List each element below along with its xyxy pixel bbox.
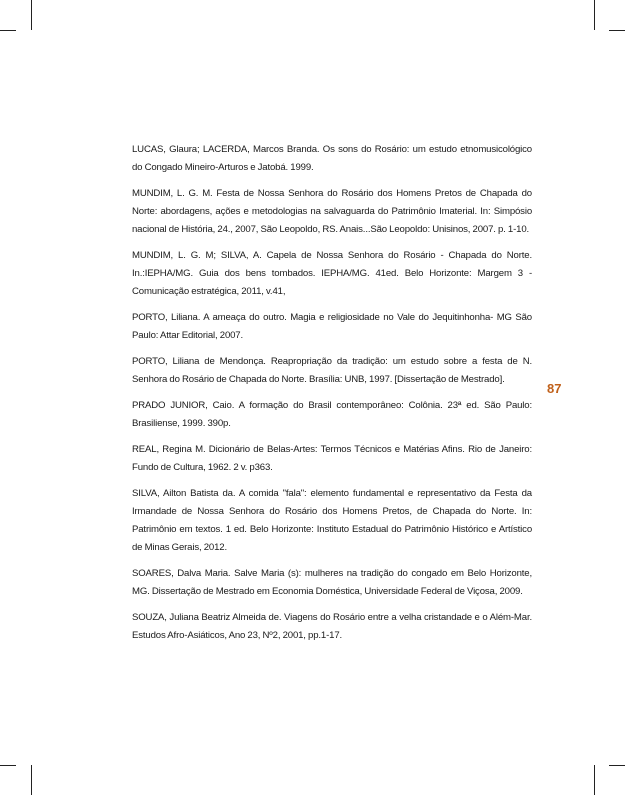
reference-entry: PORTO, Liliana. A ameaça do outro. Magia e religiosidade no Vale do Jequitinhonha- MG São Paulo: Attar Editorial, 2007. bbox=[132, 312, 532, 341]
crop-mark bbox=[31, 0, 32, 30]
reference-entry: PORTO, Liliana de Mendonça. Reapropriação da tradição: um estudo sobre a festa de N. Senhora do Rosário de Chapada do Norte. Brasília: UNB, 1997. [Dissertação de Mestrado]. bbox=[132, 356, 532, 385]
reference-entry: REAL, Regina M. Dicionário de Belas-Artes: Termos Técnicos e Matérias Afins. Rio de Janeiro: Fundo de Cultura, 1962. 2 v. p363. bbox=[132, 444, 532, 473]
reference-entry: SILVA, Ailton Batista da. A comida "fala": elemento fundamental e representativo da Festa da Irmandade de Nossa Senhora do Rosário dos Homens Pretos, de Chapada do Norte. In: Patrimônio em textos. 1 ed. Belo Horizonte: Instituto Estadual do Patrimônio Histórico e Artístico de Minas Gerais, 2012. bbox=[132, 488, 532, 553]
crop-mark bbox=[594, 0, 595, 30]
reference-entry: SOARES, Dalva Maria. Salve Maria (s): mulheres na tradição do congado em Belo Horizonte, MG. Dissertação de Mestrado em Economia Doméstica, Universidade Federal de Viçosa, 2009. bbox=[132, 568, 532, 597]
reference-list bbox=[132, 141, 532, 653]
reference-entry: MUNDIM, L. G. M. Festa de Nossa Senhora do Rosário dos Homens Pretos de Chapada do Norte: abordagens, ações e metodologias na salvaguarda do Patrimônio Imaterial. In: Simpósio nacional de História, 24., 2007, São Leopoldo, RS. Anais...São Leopoldo: Unisinos, 2007. p. 1-10. bbox=[132, 188, 532, 235]
crop-mark bbox=[594, 765, 595, 795]
crop-mark bbox=[609, 30, 625, 31]
reference-entry: LUCAS, Glaura; LACERDA, Marcos Branda. Os sons do Rosário: um estudo etnomusicológico do Congado Mineiro-Arturos e Jatobá. 1999. bbox=[132, 144, 532, 173]
page-number: 87 bbox=[547, 381, 562, 396]
crop-mark bbox=[0, 30, 16, 31]
crop-mark bbox=[609, 765, 625, 766]
reference-entry: SOUZA, Juliana Beatriz Almeida de. Viagens do Rosário entre a velha cristandade e o Além-Mar. Estudos Afro-Asiáticos, Ano 23, Nº2, 2001, pp.1-17. bbox=[132, 612, 532, 641]
crop-mark bbox=[31, 765, 32, 795]
reference-entry: PRADO JUNIOR, Caio. A formação do Brasil contemporâneo: Colônia. 23ª ed. São Paulo: Brasiliense, 1999. 390p. bbox=[132, 400, 532, 429]
crop-mark bbox=[0, 765, 16, 766]
reference-entry: MUNDIM, L. G. M; SILVA, A. Capela de Nossa Senhora do Rosário - Chapada do Norte. In.:IEPHA/MG. Guia dos bens tombados. IEPHA/MG. 41ed. Belo Horizonte: Margem 3 - Comunicação estratégica, 2011, v.41, bbox=[132, 250, 532, 297]
